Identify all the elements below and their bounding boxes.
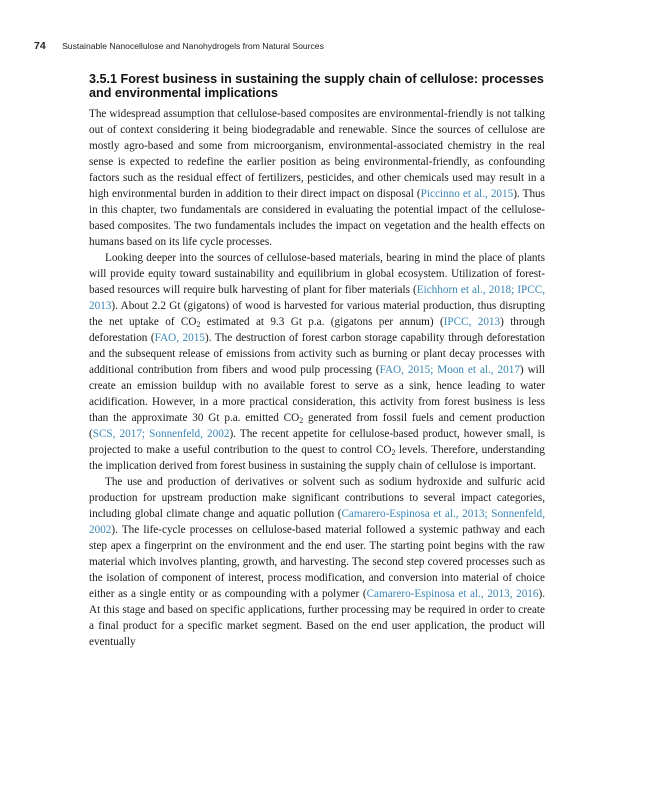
text-run: ). The destruction of forest carbon storage capability through deforestation and the subsequent release of emissions from activity such as burning or plant decay processes with additional contribution from fibers and wood pulp processing (	[89, 332, 545, 376]
citation-link[interactable]: Eichhorn et al., 2018; IPCC, 2013	[89, 284, 545, 312]
citation-link[interactable]: FAO, 2015	[154, 332, 205, 344]
book-title: Sustainable Nanocellulose and Nanohydrogels from Natural Sources	[62, 41, 324, 51]
subscript: 2	[196, 319, 201, 329]
text-run: estimated at 9.3 Gt p.a. (gigatons per annum) (	[200, 316, 444, 328]
text-run: ) will create an emission buildup with no available forest to serve as a sink, hence leading to water acidification. However, in a more practical consideration, this activity from forest business is less than the approximate 30 Gt p.a. emitted CO	[89, 364, 545, 424]
subscript: 2	[299, 415, 304, 425]
citation-link[interactable]: Piccinno et al., 2015	[420, 188, 514, 200]
text-run: The use and production of derivatives or solvent such as sodium hydroxide and sulfuric acid production for upstream production make significant contributions to several impact categories, including global climate change and aquatic pollution (	[89, 476, 545, 520]
citation-link[interactable]: FAO, 2015; Moon et al., 2017	[379, 364, 520, 376]
text-run: The widespread assumption that cellulose-based composites are environmental-friendly is not talking out of context considering it being biodegradable and renewable. Since the sources of cellulose are mostly agro-based and some from microorganism, environmental-associated chemistry in the real sense is expected to redefine the earlier position as being environmental-friendly, as confounding factors such as the residual effect of fertilizers, pesticides, and other chemicals used may result in a high environmental burden in addition to their direct impact on disposal (	[89, 108, 545, 200]
page-number: 74	[34, 40, 46, 52]
paragraph-1	[89, 106, 545, 250]
text-run: levels. Therefore, understanding the implication derived from forest business in sustaining the supply chain of cellulose is important.	[89, 444, 545, 472]
paragraph-2	[89, 250, 545, 474]
section-title: Forest business in sustaining the supply chain of cellulose: processes and environmental implications	[89, 72, 544, 100]
section-number: 3.5.1	[89, 72, 118, 86]
section-heading	[89, 72, 545, 100]
citation-link[interactable]: Camarero-Espinosa et al., 2013; Sonnenfeld, 2002	[89, 508, 545, 536]
text-run: ) through deforestation (	[89, 316, 545, 344]
text-run: ). The life-cycle processes on cellulose-based material followed a systemic pathway and each step apex a fingerprint on the environment and the end user. The starting point begins with the raw material which involves planting, growth, and harvesting. The second step covered processes such as the isolation of component of interest, process modification, and conversion into material of choice either as a single entity or as compounding with a polymer (	[89, 524, 545, 600]
main-content	[89, 72, 545, 650]
text-run: ). About 2.2 Gt (gigatons) of wood is harvested for various material production, thus disrupting the net uptake of CO	[89, 300, 545, 328]
text-run: ). The recent appetite for cellulose-based product, however small, is projected to make a useful contribution to the quest to control CO	[89, 428, 545, 456]
citation-link[interactable]: Camarero-Espinosa et al., 2013, 2016	[366, 588, 539, 600]
text-run: ). At this stage and based on specific applications, further processing may be required in order to create a final product for a specific market segment. Based on the end user application, the product will eventually	[89, 588, 546, 648]
text-run: generated from fossil fuels and cement production (	[89, 412, 545, 440]
text-run: ). Thus in this chapter, two fundamentals are considered in evaluating the potential impact of the cellulose-based composites. The two fundamentals includes the impact on vegetation and the health effects on humans based on its life cycle processes.	[89, 188, 545, 248]
citation-link[interactable]: SCS, 2017; Sonnenfeld, 2002	[92, 428, 230, 440]
subscript: 2	[391, 447, 396, 457]
text-run: Looking deeper into the sources of cellulose-based materials, bearing in mind the place of plants will provide equity toward sustainability and equilibrium in global ecosystem. Utilization of forest-based resources will require bulk harvesting of plant for fiber materials (	[89, 252, 545, 296]
running-header	[34, 40, 608, 52]
paragraph-3	[89, 474, 545, 650]
citation-link[interactable]: IPCC, 2013	[443, 316, 501, 328]
